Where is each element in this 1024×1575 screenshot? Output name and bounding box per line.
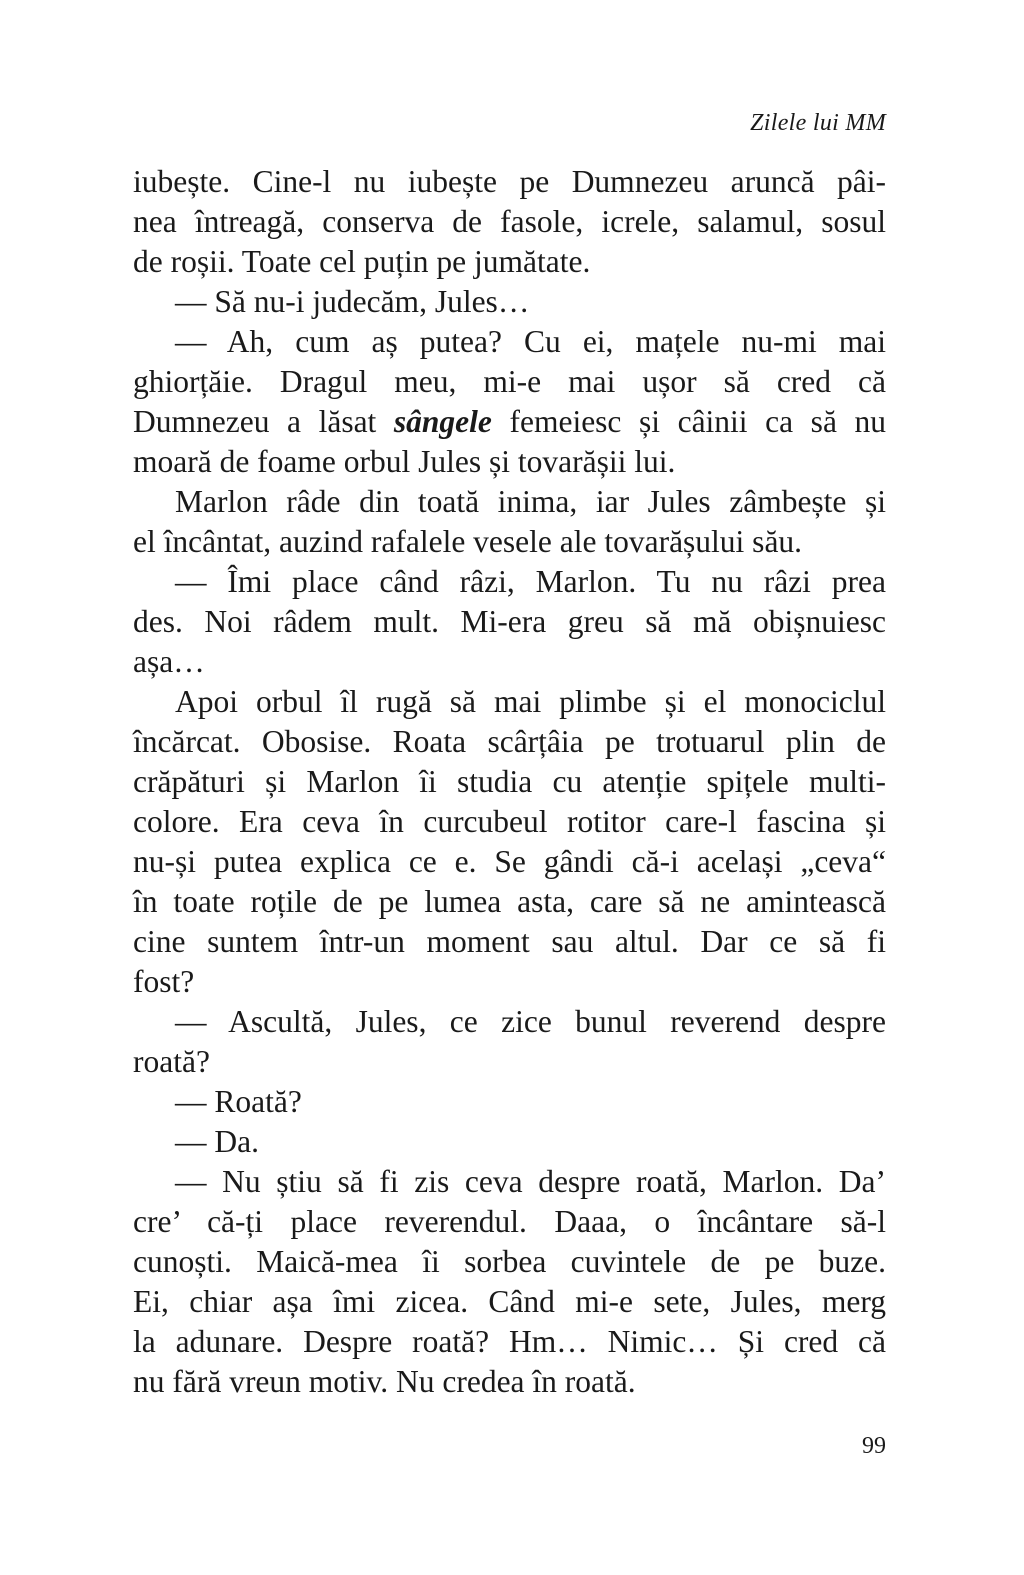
paragraph-start: Apoi orbul îl rugă să mai plimbe și el monociclul (175, 684, 886, 719)
paragraph-start: Marlon râde din toată inima, iar Jules zâmbește și (175, 484, 886, 519)
text-line: cre’ că-ți place reverendul. Daaa, o încântare să-l (133, 1204, 886, 1239)
text-line: des. Noi râdem mult. Mi-era greu să mă obișnuiesc (133, 604, 886, 639)
text-line: Ei, chiar așa îmi zicea. Când mi-e sete, Jules, merg (133, 1284, 886, 1319)
text-line: așa… (133, 644, 205, 679)
text-line: crăpături și Marlon îi studia cu atenție spițele multi- (133, 764, 886, 799)
text-line: de roșii. Toate cel puțin pe jumătate. (133, 244, 591, 279)
dialogue-line: — Da. (175, 1124, 259, 1159)
text-line: colore. Era ceva în curcubeul rotitor care-l fascina și (133, 804, 886, 839)
text-line: nu-și putea explica ce e. Se gândi că-i același „ceva“ (133, 844, 886, 879)
text-line: cine suntem într-un moment sau altul. Dar ce să fi (133, 924, 886, 959)
text-line: fost? (133, 964, 195, 999)
dialogue-line: — Roată? (175, 1084, 302, 1119)
text-line: cunoști. Maică-mea îi sorbea cuvintele de pe buze. (133, 1244, 886, 1279)
text-line: nu fără vreun motiv. Nu credea în roată. (133, 1364, 636, 1399)
text-line: moară de foame orbul Jules și tovarășii lui. (133, 444, 676, 479)
text-line: roată? (133, 1044, 210, 1079)
text-line: el încântat, auzind rafalele vesele ale tovarășului său. (133, 524, 803, 559)
dialogue-line: — Ascultă, Jules, ce zice bunul reverend despre (175, 1004, 886, 1039)
dialogue-line: — Să nu-i judecăm, Jules… (175, 284, 530, 319)
text-line (133, 402, 886, 442)
text-line: nea întreagă, conserva de fasole, icrele, salamul, sosul (133, 204, 886, 239)
text-line: în toate roțile de pe lumea asta, care să ne amintească (133, 884, 886, 919)
text-line: la adunare. Despre roată? Hm… Nimic… Și cred că (133, 1324, 886, 1359)
text-line: încărcat. Obosise. Roata scârțâia pe trotuarul plin de (133, 724, 886, 759)
dialogue-line: — Nu știu să fi zis ceva despre roată, Marlon. Da’ (175, 1164, 886, 1199)
dialogue-line: — Îmi place când râzi, Marlon. Tu nu râzi prea (175, 564, 886, 599)
text-fragment: Dumnezeu a lăsat (133, 404, 394, 439)
running-header: Zilele lui MM (750, 110, 886, 136)
dialogue-line: — Ah, cum aș putea? Cu ei, mațele nu-mi mai (175, 324, 886, 359)
text-line: ghiorțăie. Dragul meu, mi-e mai ușor să cred că (133, 364, 886, 399)
emphasized-word: sângele (393, 404, 492, 439)
page-number: 99 (862, 1433, 886, 1459)
body-text (133, 162, 886, 1402)
text-fragment: femeiesc și câinii ca să nu (491, 404, 887, 439)
text-line: iubește. Cine-l nu iubește pe Dumnezeu aruncă pâi- (133, 164, 886, 199)
